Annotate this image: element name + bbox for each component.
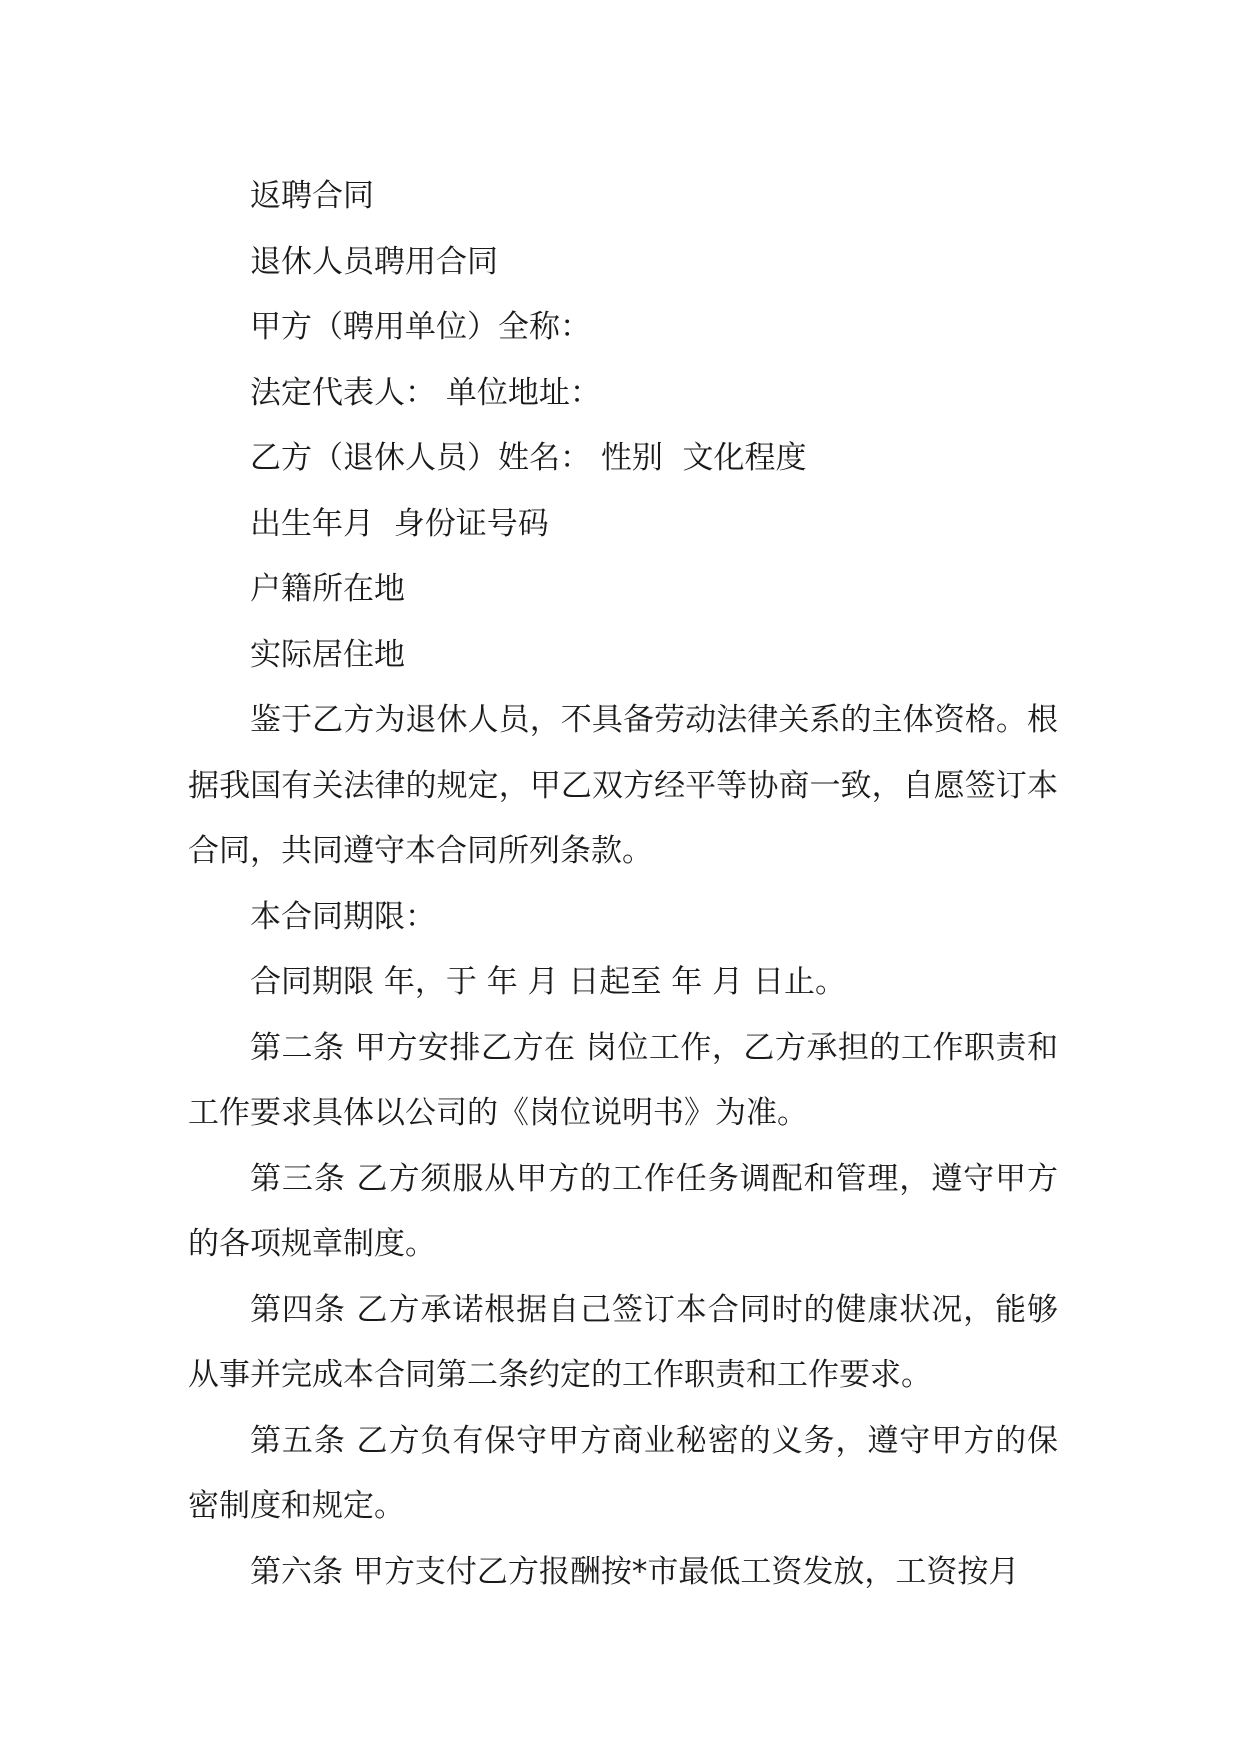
doc-subtitle: 退休人员聘用合同 xyxy=(250,243,498,280)
article-2-paragraph: 第二条 甲方安排乙方在 岗位工作，乙方承担的工作职责和工作要求具体以公司的《岗位说明书》为准。 xyxy=(188,1029,1058,1131)
actual-residence-line: 实际居住地 xyxy=(250,636,405,673)
household-registration-line: 户籍所在地 xyxy=(250,571,405,607)
article-5-paragraph: 第五条 乙方负有保守甲方商业秘密的义务，遵守甲方的保密制度和规定。 xyxy=(188,1422,1058,1524)
article-4-paragraph: 第四条 乙方承诺根据自己签订本合同时的健康状况，能够从事并完成本合同第二条约定的工作职责和工作要求。 xyxy=(188,1291,1058,1393)
preamble-paragraph: 鉴于乙方为退休人员，不具备劳动法律关系的主体资格。根据我国有关法律的规定，甲乙双方经平等协商一致，自愿签订本合同，共同遵守本合同所列条款。 xyxy=(188,702,1058,869)
legal-representative-line: 法定代表人： 单位地址： xyxy=(250,374,601,411)
contract-term-heading: 本合同期限： xyxy=(250,898,436,935)
party-a-name-line: 甲方（聘用单位）全称： xyxy=(250,309,591,345)
doc-title: 返聘合同 xyxy=(250,178,374,214)
contract-term-paragraph: 合同期限 年，于 年 月 日起至 年 月 日止。 xyxy=(250,964,846,1000)
party-b-info-line: 乙方（退休人员）姓名： 性别 文化程度 xyxy=(250,440,807,476)
document-body xyxy=(188,164,1058,1605)
birth-id-line: 出生年月 身份证号码 xyxy=(250,505,549,542)
article-3-paragraph: 第三条 乙方须服从甲方的工作任务调配和管理，遵守甲方的各项规章制度。 xyxy=(188,1160,1058,1262)
article-6-paragraph: 第六条 甲方支付乙方报酬按*市最低工资发放，工资按月 xyxy=(250,1553,1020,1590)
